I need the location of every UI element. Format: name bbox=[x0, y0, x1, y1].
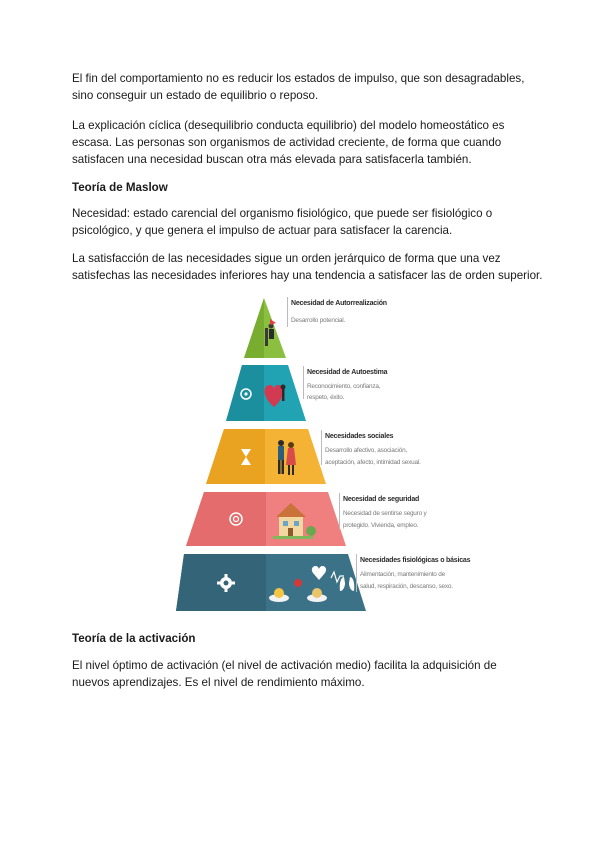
level-title: Necesidades sociales bbox=[325, 433, 394, 440]
level-title: Necesidades fisiológicas o básicas bbox=[360, 557, 471, 564]
level-title: Necesidad de Autoestima bbox=[307, 369, 388, 376]
level-desc: salud, respiración, descanso, sexo. bbox=[360, 583, 453, 590]
level-desc: protegido. Vivienda, empleo. bbox=[343, 522, 419, 529]
pyramid-level-safety bbox=[186, 492, 428, 546]
pyramid-level-esteem bbox=[226, 365, 388, 421]
paragraph-activation: El nivel óptimo de activación (el nivel de activación medio) facilita la adquisición de nuevos aprendizajes. Es el nivel de rendimiento máximo. bbox=[72, 659, 497, 689]
heading-activation: Teoría de la activación bbox=[72, 632, 196, 645]
heading-maslow: Teoría de Maslow bbox=[72, 181, 168, 194]
maslow-pyramid bbox=[176, 295, 471, 615]
level-desc: Desarrollo afectivo, asociación, bbox=[325, 447, 408, 454]
level-desc: respeto, éxito. bbox=[307, 394, 345, 401]
level-title: Necesidad de seguridad bbox=[343, 496, 420, 503]
level-desc: aceptación, afecto, intimidad sexual. bbox=[325, 459, 421, 466]
level-desc: Desarrollo potencial. bbox=[291, 317, 346, 324]
level-desc: Reconocimiento, confianza, bbox=[307, 383, 381, 390]
pyramid-level-self-actualization bbox=[244, 297, 387, 358]
paragraph-need-definition: Necesidad: estado carencial del organismo fisiológico, que puede ser fisiológico o psicológico, y que genera el impulso de actuar para satisfacer la carencia. bbox=[72, 207, 493, 237]
level-title: Necesidad de Autorrealización bbox=[291, 300, 387, 307]
level-desc: Necesidad de sentirse seguro y bbox=[343, 510, 427, 517]
paragraph-equilibrium: El fin del comportamiento no es reducir los estados de impulso, que son desagradables, sino conseguir un estado de equilibrio o reposo. bbox=[72, 72, 525, 102]
paragraph-homeostatic-model: La explicación cíclica (desequilibrio conducta equilibrio) del modelo homeostático es escasa. Las personas son organismos de actividad creciente, de forma que cuando satisfacen una necesidad buscan otra más elevada para satisfacerla también. bbox=[72, 119, 505, 166]
paragraph-hierarchy: La satisfacción de las necesidades sigue un orden jerárquico de forma que una vez satisfechas las necesidades inferiores hay una tendencia a satisfacer las de orden superior. bbox=[72, 252, 543, 282]
level-desc: Alimentación, mantenimiento de bbox=[360, 571, 445, 578]
pyramid-level-social bbox=[206, 429, 421, 484]
pyramid-level-physiological bbox=[176, 554, 471, 611]
